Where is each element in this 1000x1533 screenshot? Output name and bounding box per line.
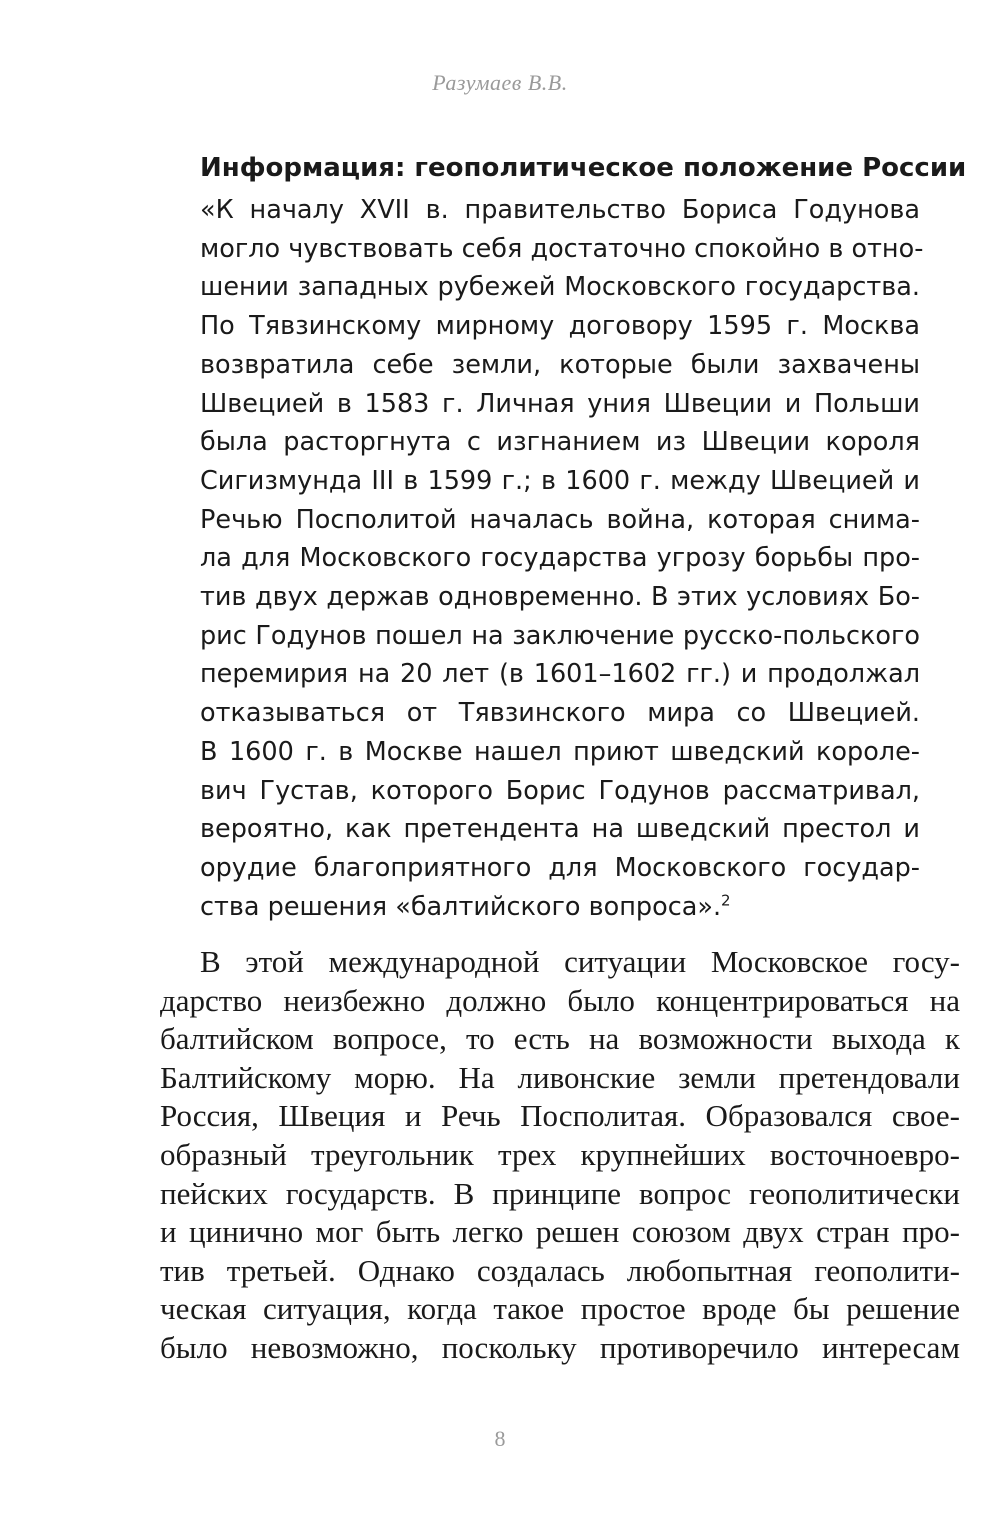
info-line: По Тявзинскому мирному договору 1595 г. Москва	[200, 311, 920, 342]
body-line: Балтийскому морю. На ливонские земли претендовали	[160, 1059, 960, 1095]
info-line: ла для Московского государства угрозу борьбы про-	[200, 543, 920, 574]
footnote-mark[interactable]: 2	[721, 891, 731, 910]
info-line: вероятно, как претендента на шведский престол и	[200, 814, 920, 845]
info-line: рис Годунов пошел на заключение русско-польского	[200, 620, 920, 651]
info-last-line	[200, 888, 920, 927]
info-line: Речью Посполитой началась война, которая снима-	[200, 504, 920, 535]
info-line: вич Густав, которого Борис Годунов рассматривал,	[200, 775, 920, 806]
info-line: Швецией в 1583 г. Личная уния Швеции и Польши	[200, 388, 920, 419]
page-number: 8	[494, 1426, 506, 1451]
body-paragraph	[160, 943, 960, 1368]
info-block	[200, 148, 967, 926]
info-title: Информация: геополитическое положение России	[200, 153, 967, 183]
body-line: Россия, Швеция и Речь Посполитая. Образовался свое-	[160, 1098, 960, 1134]
body-line: было невозможно, поскольку противоречило интересам	[160, 1329, 960, 1365]
info-line: отказываться от Тявзинского мира со Швецией.	[200, 698, 920, 729]
info-line: была расторгнута с изгнанием из Швеции короля	[200, 427, 920, 458]
info-line: тив двух держав одновременно. В этих условиях Бо-	[200, 582, 920, 613]
info-line: В 1600 г. в Москве нашел приют шведский короле-	[200, 736, 920, 767]
info-last-line-text: ства решения «балтийского вопроса».	[200, 891, 722, 922]
body-line: и цинично мог быть легко решен союзом двух стран про-	[160, 1214, 960, 1250]
body-line: образный треугольник трех крупнейших восточноевро-	[160, 1136, 960, 1172]
body-line: тив третьей. Однако создалась любопытная геополити-	[160, 1252, 960, 1288]
body-line: балтийском вопросе, то есть на возможности выхода к	[160, 1021, 960, 1057]
info-line: орудие благоприятного для Московского государ-	[200, 852, 920, 883]
body-line: В этой международной ситуации Московское госу-	[200, 944, 960, 979]
body-line: пейских государств. В принципе вопрос геополитически	[160, 1175, 960, 1211]
info-line: Сигизмунда III в 1599 г.; в 1600 г. между Швецией и	[200, 465, 920, 496]
running-head: Разумаев В.В.	[432, 70, 568, 95]
body-line: ческая ситуация, когда такое простое вроде бы решение	[160, 1291, 960, 1327]
info-line: перемирия на 20 лет (в 1601–1602 гг.) и продолжал	[200, 659, 920, 690]
info-line: могло чувствовать себя достаточно спокойно в отно-	[200, 233, 924, 264]
body-line: дарство неизбежно должно было концентрироваться на	[160, 982, 960, 1018]
info-line: шении западных рубежей Московского государства.	[200, 272, 920, 303]
info-line: возвратила себе земли, которые были захвачены	[200, 349, 920, 380]
info-text	[200, 191, 924, 926]
info-line: «К началу XVII в. правительство Бориса Годунова	[200, 195, 920, 225]
